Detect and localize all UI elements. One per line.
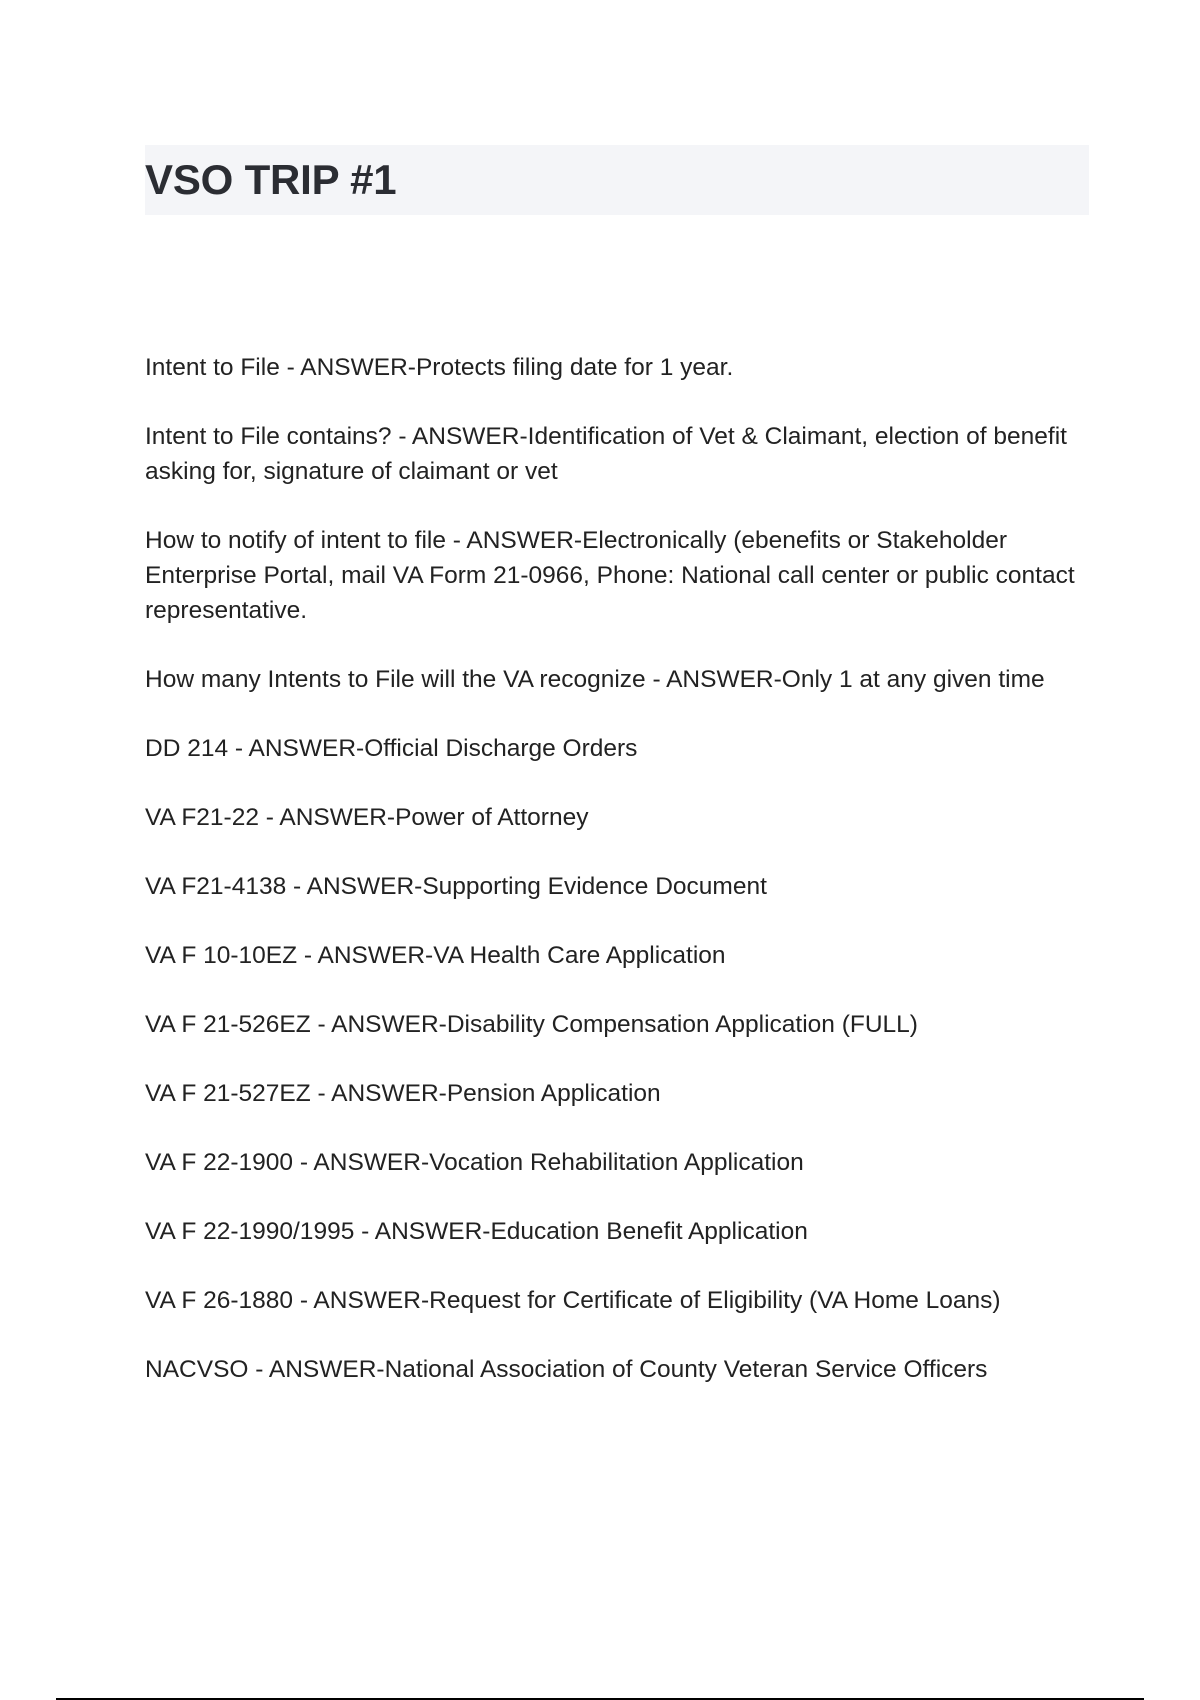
- qa-item: [145, 1076, 1085, 1111]
- qa-separator: - ANSWER-: [279, 354, 416, 381]
- qa-separator: - ANSWER-: [248, 1356, 385, 1383]
- qa-term: VA F 21-526EZ: [145, 1011, 311, 1038]
- qa-separator: - ANSWER-: [293, 1287, 430, 1314]
- qa-answer: National Association of County Veteran Service Officers: [384, 1356, 988, 1383]
- qa-term: VA F21-4138: [145, 873, 287, 900]
- qa-term: VA F 26-1880: [145, 1287, 294, 1314]
- qa-separator: - ANSWER-: [310, 1011, 447, 1038]
- qa-answer: Vocation Rehabilitation Application: [429, 1149, 804, 1176]
- qa-term: VA F21-22: [145, 804, 259, 831]
- qa-answer: Protects filing date for 1 year.: [415, 354, 734, 381]
- qa-term: VA F 22-1990/1995: [145, 1218, 355, 1245]
- qa-term: DD 214: [145, 735, 229, 762]
- qa-separator: - ANSWER-: [445, 527, 583, 554]
- qa-separator: - ANSWER-: [645, 666, 782, 693]
- title-banner: [145, 145, 1089, 215]
- qa-separator: - ANSWER-: [297, 942, 434, 969]
- qa-item: [145, 523, 1085, 628]
- page-title: VSO TRIP #1: [145, 156, 397, 203]
- qa-term: NACVSO: [145, 1356, 249, 1383]
- qa-answer: VA Health Care Application: [433, 942, 726, 969]
- qa-term: VA F 22-1900: [145, 1149, 294, 1176]
- qa-list: [145, 350, 1085, 1421]
- qa-answer: Supporting Evidence Document: [422, 873, 767, 900]
- qa-item: [145, 662, 1085, 697]
- qa-answer: Official Discharge Orders: [364, 735, 638, 762]
- qa-term: Intent to File: [145, 354, 280, 381]
- qa-item: [145, 938, 1085, 973]
- qa-term: How to notify of intent to file: [145, 527, 446, 554]
- qa-item: [145, 1214, 1085, 1249]
- qa-answer: Only 1 at any given time: [781, 666, 1045, 693]
- qa-item: [145, 869, 1085, 904]
- qa-separator: - ANSWER-: [354, 1218, 491, 1245]
- qa-separator: - ANSWER-: [286, 873, 423, 900]
- qa-item: [145, 1007, 1085, 1042]
- qa-separator: - ANSWER-: [293, 1149, 430, 1176]
- qa-item: [145, 1145, 1085, 1180]
- qa-item: [145, 1283, 1085, 1318]
- qa-item: [145, 731, 1085, 766]
- qa-item: [145, 1352, 1085, 1387]
- qa-item: [145, 800, 1085, 835]
- qa-term: How many Intents to File will the VA recognize: [145, 666, 646, 693]
- qa-answer: Power of Attorney: [395, 804, 589, 831]
- qa-separator: - ANSWER-: [228, 735, 365, 762]
- qa-answer: Identification of Vet & Claimant, election of benefit asking for, signature of claimant or vet: [145, 423, 1067, 485]
- qa-answer: Request for Certificate of Eligibility (VA Home Loans): [429, 1287, 1001, 1314]
- qa-separator: - ANSWER-: [310, 1080, 447, 1107]
- qa-term: VA F 10-10EZ: [145, 942, 298, 969]
- qa-item: [145, 350, 1085, 385]
- qa-term: Intent to File contains?: [145, 423, 392, 450]
- qa-answer: Disability Compensation Application (FULL): [446, 1011, 918, 1038]
- qa-separator: - ANSWER-: [391, 423, 528, 450]
- qa-answer: Electronically (ebenefits or Stakeholder Enterprise Portal, mail VA Form 21-0966, Phone: National call center or public contact representative.: [145, 527, 1075, 624]
- qa-answer: Pension Application: [446, 1080, 661, 1107]
- qa-term: VA F 21-527EZ: [145, 1080, 311, 1107]
- qa-item: [145, 419, 1085, 489]
- qa-answer: Education Benefit Application: [490, 1218, 808, 1245]
- qa-separator: - ANSWER-: [258, 804, 396, 831]
